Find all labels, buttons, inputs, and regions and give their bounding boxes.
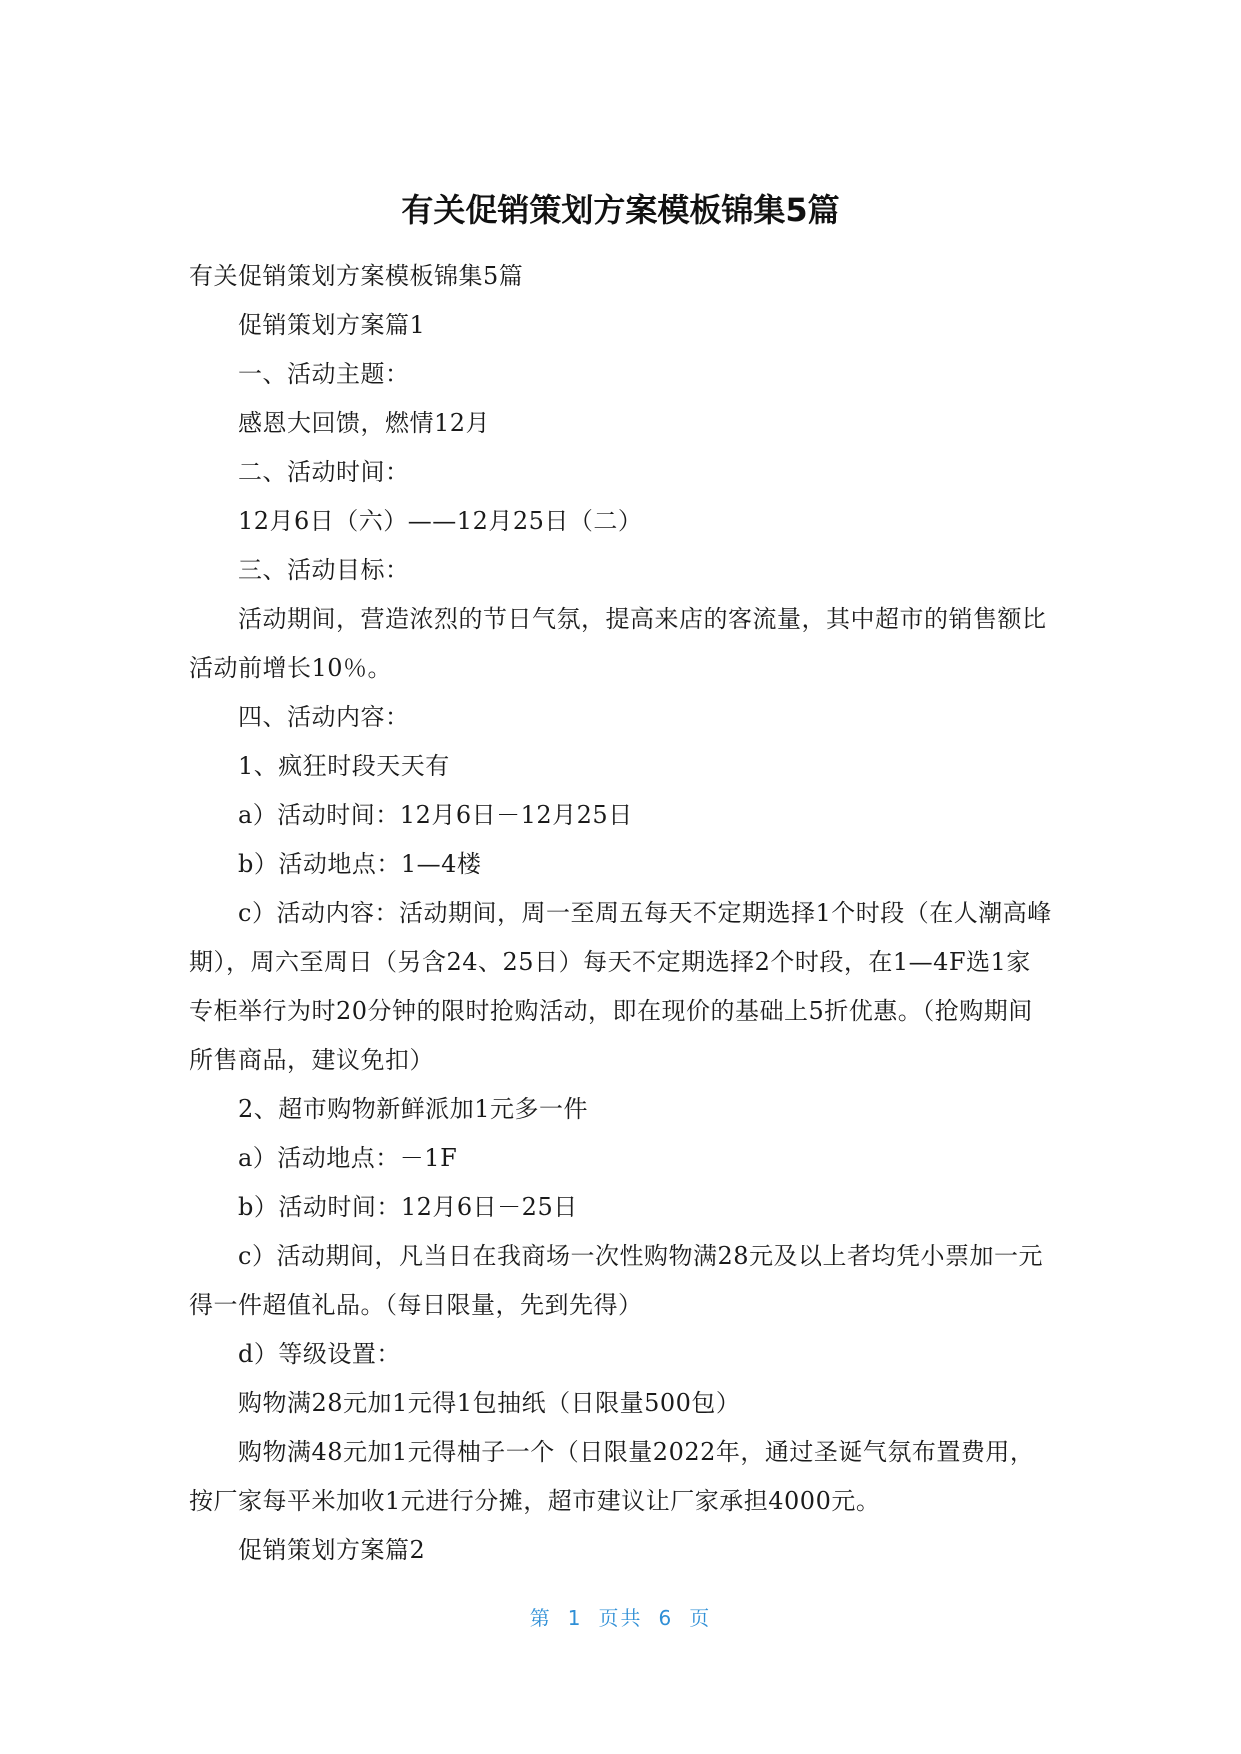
page-footer	[0, 1604, 1241, 1632]
section-heading: 促销策划方案篇1	[238, 311, 426, 339]
section-heading: 促销策划方案篇2	[238, 1536, 426, 1564]
body-paragraph: 四、活动内容：	[238, 703, 410, 731]
footer-total-pages: 6	[658, 1606, 674, 1630]
body-paragraph: 二、活动时间：	[238, 458, 410, 486]
footer-middle: 页共	[598, 1606, 643, 1630]
body-paragraph: 感恩大回馈，燃情12月	[238, 409, 491, 437]
body-paragraph: b）活动地点：1—4楼	[238, 850, 482, 878]
document-title: 有关促销策划方案模板锦集5篇	[401, 191, 840, 229]
footer-prefix: 第	[529, 1606, 552, 1630]
body-paragraph: 购物满28元加1元得1包抽纸（日限量500包）	[238, 1389, 741, 1417]
body-paragraph: 2、超市购物新鲜派加1元多一件	[238, 1095, 589, 1123]
body-paragraph: 一、活动主题：	[238, 360, 410, 388]
footer-suffix: 页	[689, 1606, 712, 1630]
body-paragraph: d）等级设置：	[238, 1340, 401, 1368]
body-paragraph: b）活动时间：12月6日－25日	[238, 1193, 578, 1221]
body-paragraph: 活动期间，营造浓烈的节日气氛，提高来店的客流量，其中超市的销售额比活动前增长10％。	[189, 605, 1047, 682]
body-paragraph: 购物满48元加1元得柚子一个（日限量2022年，通过圣诞气氛布置费用，按厂家每平米加收1元进行分摊，超市建议让厂家承担4000元。	[189, 1438, 1035, 1515]
body-paragraph: a）活动时间：12月6日－12月25日	[238, 801, 633, 829]
document-body	[189, 252, 1055, 1575]
body-paragraph: 有关促销策划方案模板锦集5篇	[189, 262, 524, 290]
body-paragraph: c）活动期间，凡当日在我商场一次性购物满28元及以上者均凭小票加一元得一件超值礼品。（每日限量，先到先得）	[189, 1242, 1043, 1319]
body-paragraph: 12月6日（六）——12月25日（二）	[238, 507, 643, 535]
body-paragraph: a）活动地点：－1F	[238, 1144, 458, 1172]
body-paragraph: 1、疯狂时段天天有	[238, 752, 450, 780]
body-paragraph: 三、活动目标：	[238, 556, 410, 584]
footer-page-number: 1	[567, 1606, 583, 1630]
body-paragraph: c）活动内容：活动期间，周一至周五每天不定期选择1个时段（在人潮高峰期），周六至周日（另含24、25日）每天不定期选择2个时段，在1—4F选1家专柜举行为时20分钟的限时抢购活动，即在现价的基础上5折优惠。（抢购期间所售商品，建议免扣）	[189, 899, 1052, 1074]
